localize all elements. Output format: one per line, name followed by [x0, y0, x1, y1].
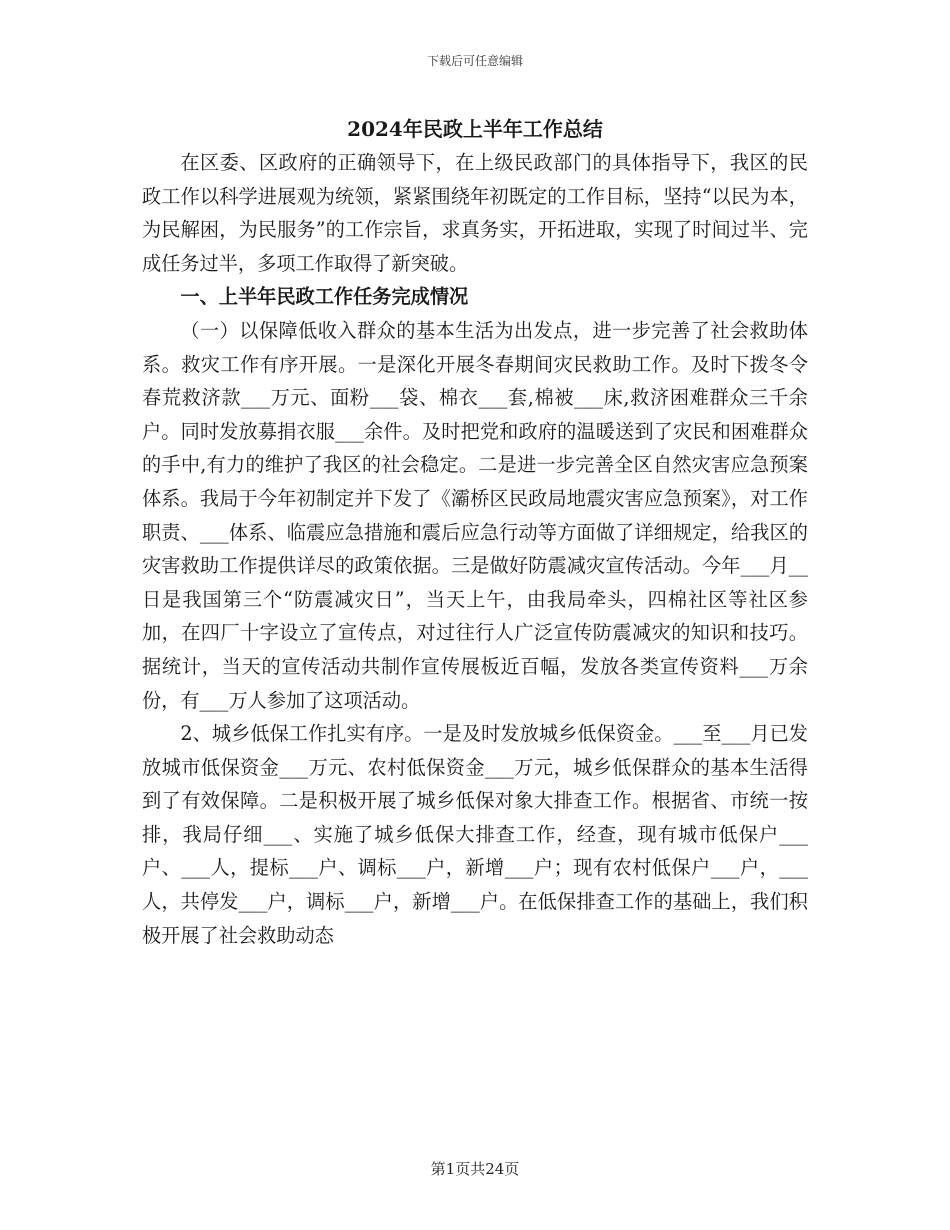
intro-paragraph: 在区委、区政府的正确领导下，在上级民政部门的具体指导下，我区的民政工作以科学进展观为统领，紧紧围绕年初既定的工作目标，坚持“以民为本，为民解困，为民服务”的工作宗旨，求真务实，开拓进取，实现了时间过半、完成任务过半，多项工作取得了新突破。: [142, 151, 808, 275]
document-body: [142, 112, 808, 952]
header-note: 下载后可任意编辑: [426, 54, 523, 68]
section-heading: 一、上半年民政工作任务完成情况: [180, 285, 469, 309]
document-title: 2024年民政上半年工作总结: [347, 117, 603, 141]
page-number: 第1页共24页: [430, 1160, 520, 1178]
paragraph-disaster-relief: （一）以保障低收入群众的基本生活为出发点，进一步完善了社会救助体系。救灾工作有序开展。一是深化开展冬春期间灾民救助工作。及时下拨冬令春荒救济款___万元、面粉___袋、棉衣___套,棉被___床,救济困难群众三千余户。同时发放募捐衣服___余件。及时把党和政府的温暖送到了灾民和困难群众的手中,有力的维护了我区的社会稳定。二是进一步完善全区自然灾害应急预案体系。我局于今年初制定并下发了《灞桥区民政局地震灾害应急预案》，对工作职责、___体系、临震应急措施和震后应急行动等方面做了详细规定，给我区的灾害救助工作提供详尽的政策依据。三是做好防震减灾宣传活动。今年___月__日是我国第三个“防震减灾日”，当天上午，由我局牵头，四棉社区等社区参加，在四厂十字设立了宣传点，对过往行人广泛宣传防震减灾的知识和技巧。据统计，当天的宣传活动共制作宣传展板近百幅，发放各类宣传资料___万余份，有___万人参加了这项活动。: [142, 318, 808, 712]
paragraph-subsistence-allowance: 2、城乡低保工作扎实有序。一是及时发放城乡低保资金。___至___月已发放城市低保资金___万元、农村低保资金___万元，城乡低保群众的基本生活得到了有效保障。二是积极开展了城乡低保对象大排查工作。根据省、市统一按排，我局仔细___、实施了城乡低保大排查工作，经查，现有城市低保户___户、___人，提标___户、调标___户，新增___户；现有农村低保户___户，___人，共停发___户，调标___户，新增___户。在低保排查工作的基础上，我们积极开展了社会救助动态: [142, 722, 808, 947]
